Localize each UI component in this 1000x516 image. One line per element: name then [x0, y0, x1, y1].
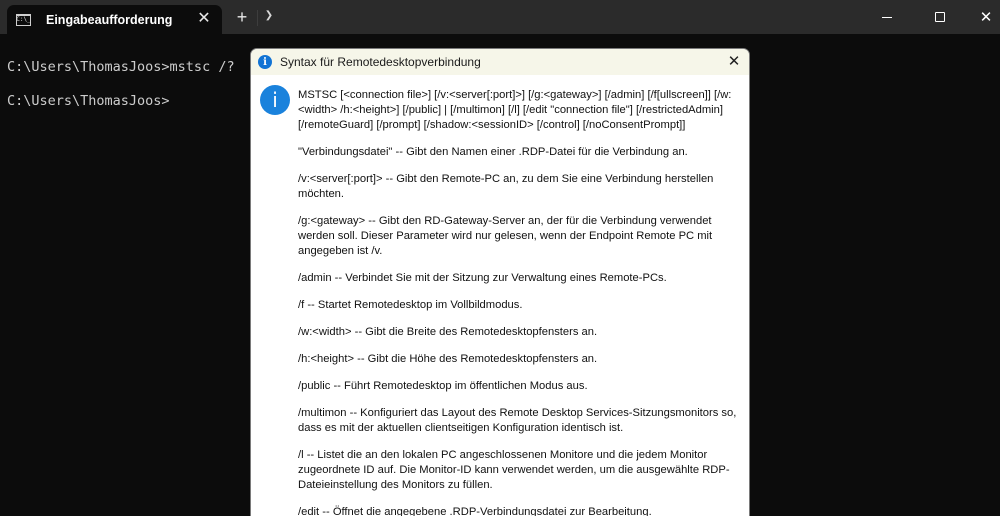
- dialog-close-button[interactable]: ✕: [727, 53, 741, 70]
- maximize-icon: [935, 12, 945, 22]
- minimize-button[interactable]: [864, 0, 910, 34]
- info-icon-large: i: [260, 85, 290, 115]
- param-description: /edit -- Öffnet die angegebene .RDP-Verbindungsdatei zur Bearbeitung.: [298, 506, 652, 516]
- syntax-dialog: [250, 48, 750, 516]
- tab-eingabeaufforderung[interactable]: [7, 5, 222, 34]
- syntax-paragraph: MSTSC [<connection file>] [/v:<server[:port]>] [/g:<gateway>] [/admin] [/f[ullscreen]] [/w:<width> /h:<height>] [/public] | [/multimon] [/l] [/edit "connection file"] [/restrictedAdmin] [/remoteGuard] [/prompt] [/shadow:<sessionID> [/control] [/noConsentPrompt]]: [298, 89, 732, 131]
- param-description: /h:<height> -- Gibt die Höhe des Remotedesktopfensters an.: [298, 353, 598, 365]
- cmd-icon: C:\_: [16, 14, 31, 26]
- param-description: /v:<server[:port]> -- Gibt den Remote-PC an, zu dem Sie eine Verbindung herstellen möchten.: [298, 173, 714, 200]
- tab-label: Eingabeaufforderung: [46, 12, 173, 27]
- new-tab-button[interactable]: +: [236, 7, 248, 27]
- tab-separator: [257, 10, 258, 26]
- dialog-title: Syntax für Remotedesktopverbindung: [280, 55, 481, 69]
- close-icon: ✕: [979, 9, 993, 26]
- window-titlebar: [0, 0, 1000, 34]
- maximize-button[interactable]: [917, 0, 963, 34]
- chevron-down-icon[interactable]: ❯: [264, 10, 274, 21]
- window-close-button[interactable]: [963, 0, 1000, 34]
- param-description: "Verbindungsdatei" -- Gibt den Namen einer .RDP-Datei für die Verbindung an.: [298, 146, 688, 158]
- minimize-icon: [882, 17, 892, 18]
- console-prompt: C:\Users\ThomasJoos>: [7, 93, 170, 109]
- param-description: /multimon -- Konfiguriert das Layout des Remote Desktop Services-Sitzungsmonitors so, dass es mit der aktuellen clientseitigen Konfiguration identisch ist.: [298, 407, 737, 434]
- dialog-message: [298, 88, 744, 516]
- param-description: /f -- Startet Remotedesktop im Vollbildmodus.: [298, 299, 523, 311]
- tab-close-icon[interactable]: ✕: [197, 10, 211, 27]
- info-icon: i: [258, 55, 272, 69]
- param-description: /public -- Führt Remotedesktop im öffentlichen Modus aus.: [298, 380, 588, 392]
- console-line: C:\Users\ThomasJoos>mstsc /?: [7, 59, 235, 75]
- dialog-titlebar[interactable]: [251, 49, 749, 75]
- param-description: /g:<gateway> -- Gibt den RD-Gateway-Server an, der für die Verbindung verwendet werden soll. Dieser Parameter wird nur gelesen, wenn der Endpoint Remote PC mit angegeben ist /v.: [298, 215, 713, 257]
- param-description: /w:<width> -- Gibt die Breite des Remotedesktopfensters an.: [298, 326, 598, 338]
- param-description: /admin -- Verbindet Sie mit der Sitzung zur Verwaltung eines Remote-PCs.: [298, 272, 667, 284]
- param-description: /l -- Listet die an den lokalen PC angeschlossenen Monitore und die jedem Monitor zugeordnete ID auf. Die Monitor-ID kann verwendet werden, um die ausgewählte RDP-Dateieinstellung des Monitors zu füllen.: [298, 449, 730, 491]
